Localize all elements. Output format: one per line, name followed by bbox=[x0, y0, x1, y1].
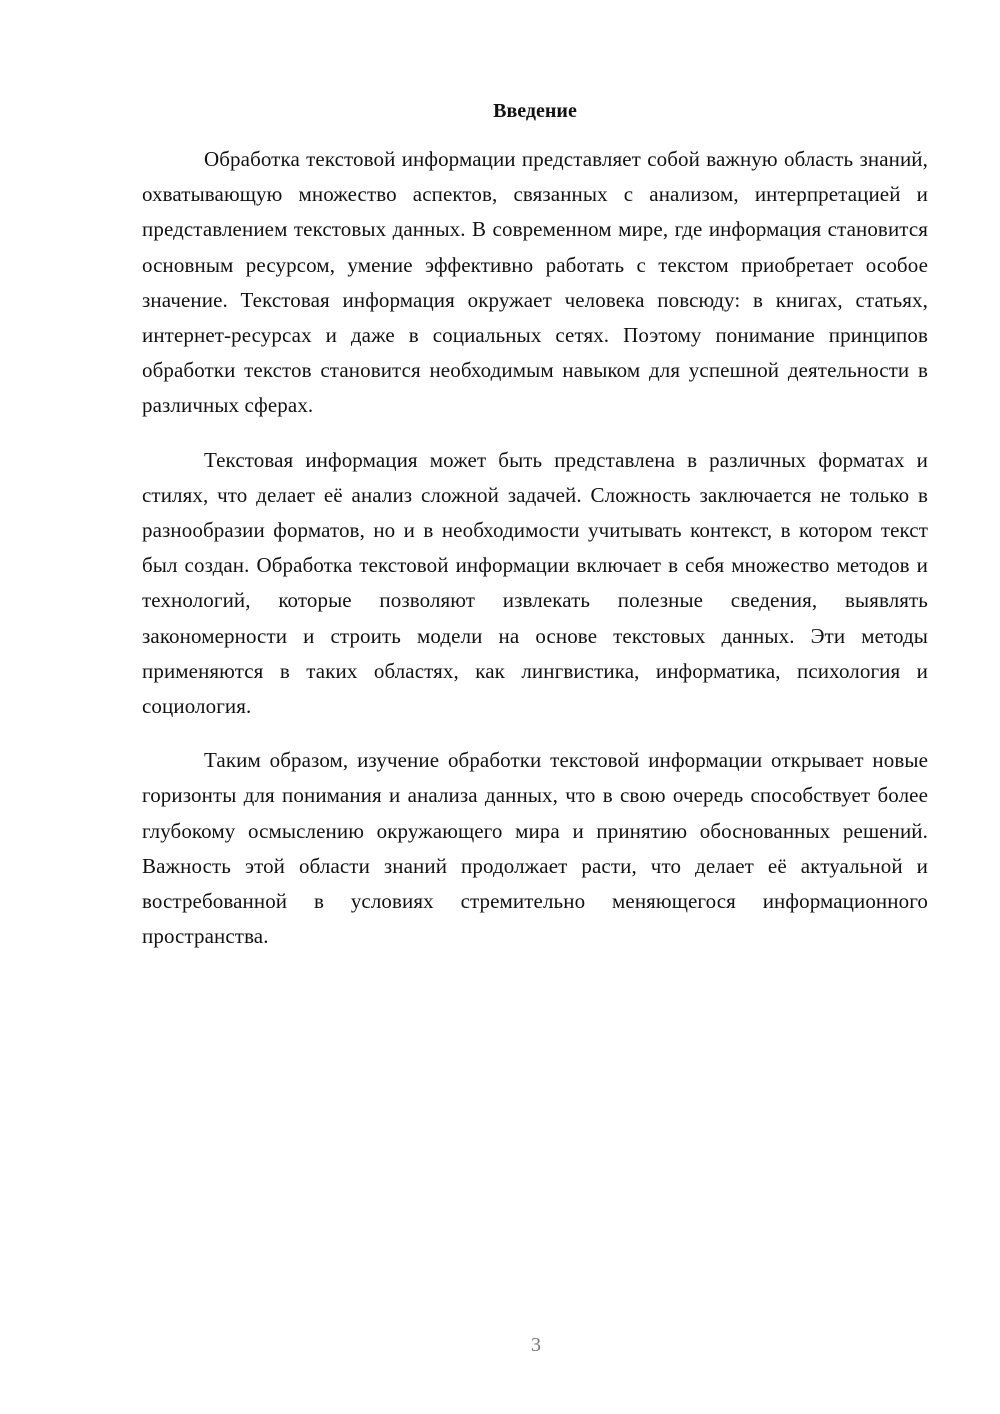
paragraph-3: Таким образом, изучение обработки текстовой информации открывает новые горизонты для понимания и анализа данных, что в свою очередь способствует более глубокому осмыслению окружающего мира и принятию обоснованных решений. Важность этой области знаний продолжает расти, что делает её актуальной и востребованной в условиях стремительно меняющегося информационного пространства. bbox=[142, 748, 928, 949]
page-number: 3 bbox=[531, 1334, 541, 1356]
document-body bbox=[142, 142, 928, 973]
paragraph-1: Обработка текстовой информации представляет собой важную область знаний, охватывающую множество аспектов, связанных с анализом, интерпретацией и представлением текстовых данных. В современном мире, где информация становится основным ресурсом, умение эффективно работать с текстом приобретает особое значение. Текстовая информация окружает человека повсюду: в книгах, статьях, интернет-ресурсах и даже в социальных сетях. Поэтому понимание принципов обработки текстов становится необходимым навыком для успешной деятельности в различных сферах. bbox=[142, 147, 928, 418]
paragraph-2: Текстовая информация может быть представлена в различных форматах и стилях, что делает её анализ сложной задачей. Сложность заключается не только в разнообразии форматов, но и в необходимости учитывать контекст, в котором текст был создан. Обработка текстовой информации включает в себя множество методов и технологий, которые позволяют извлекать полезные сведения, выявлять закономерности и строить модели на основе текстовых данных. Эти методы применяются в таких областях, как лингвистика, информатика, психология и социология. bbox=[142, 447, 928, 719]
page-title: Введение bbox=[493, 100, 577, 122]
